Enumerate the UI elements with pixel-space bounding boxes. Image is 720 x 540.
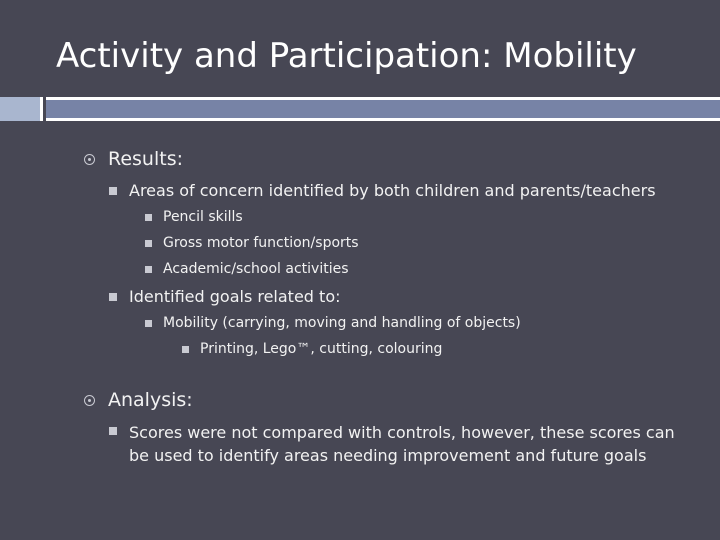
goals-item: [109, 287, 341, 306]
square-bullet-icon: [109, 187, 117, 195]
slide-title: Activity and Participation: Mobility: [56, 36, 637, 76]
square-bullet-icon: [145, 214, 152, 221]
goal-subitem-text: Printing, Lego™, cutting, colouring: [200, 341, 443, 357]
concern-item-text: Gross motor function/sports: [163, 235, 359, 251]
title-accent-bar-left: [0, 97, 43, 121]
goals-heading: Identified goals related to:: [129, 287, 341, 306]
concern-item-text: Pencil skills: [163, 209, 243, 225]
list-item: [145, 209, 243, 225]
square-bullet-icon: [145, 320, 152, 327]
concern-heading: Areas of concern identified by both children and parents/teachers: [129, 181, 656, 200]
square-bullet-icon: [182, 346, 189, 353]
list-item: [145, 235, 359, 251]
goal-item-text: Mobility (carrying, moving and handling of objects): [163, 315, 521, 331]
square-bullet-icon: [145, 266, 152, 273]
title-accent-bar-right: [46, 97, 720, 121]
circle-bullet-icon: [84, 154, 95, 165]
results-heading: Results:: [108, 148, 184, 170]
analysis-heading: Analysis:: [108, 389, 193, 411]
analysis-text: Scores were not compared with controls, however, these scores can be used to identify areas needing improvement and future goals: [129, 423, 675, 465]
square-bullet-icon: [109, 293, 117, 301]
results-item: [84, 148, 183, 170]
square-bullet-icon: [145, 240, 152, 247]
analysis-detail: [109, 421, 689, 467]
goal-subitem: [182, 341, 442, 357]
circle-bullet-icon: [84, 395, 95, 406]
goal-item: [145, 315, 521, 331]
concern-item: [109, 181, 656, 200]
list-item: [145, 261, 349, 277]
square-bullet-icon: [109, 427, 117, 435]
concern-item-text: Academic/school activities: [163, 261, 349, 277]
analysis-item: [84, 389, 193, 411]
